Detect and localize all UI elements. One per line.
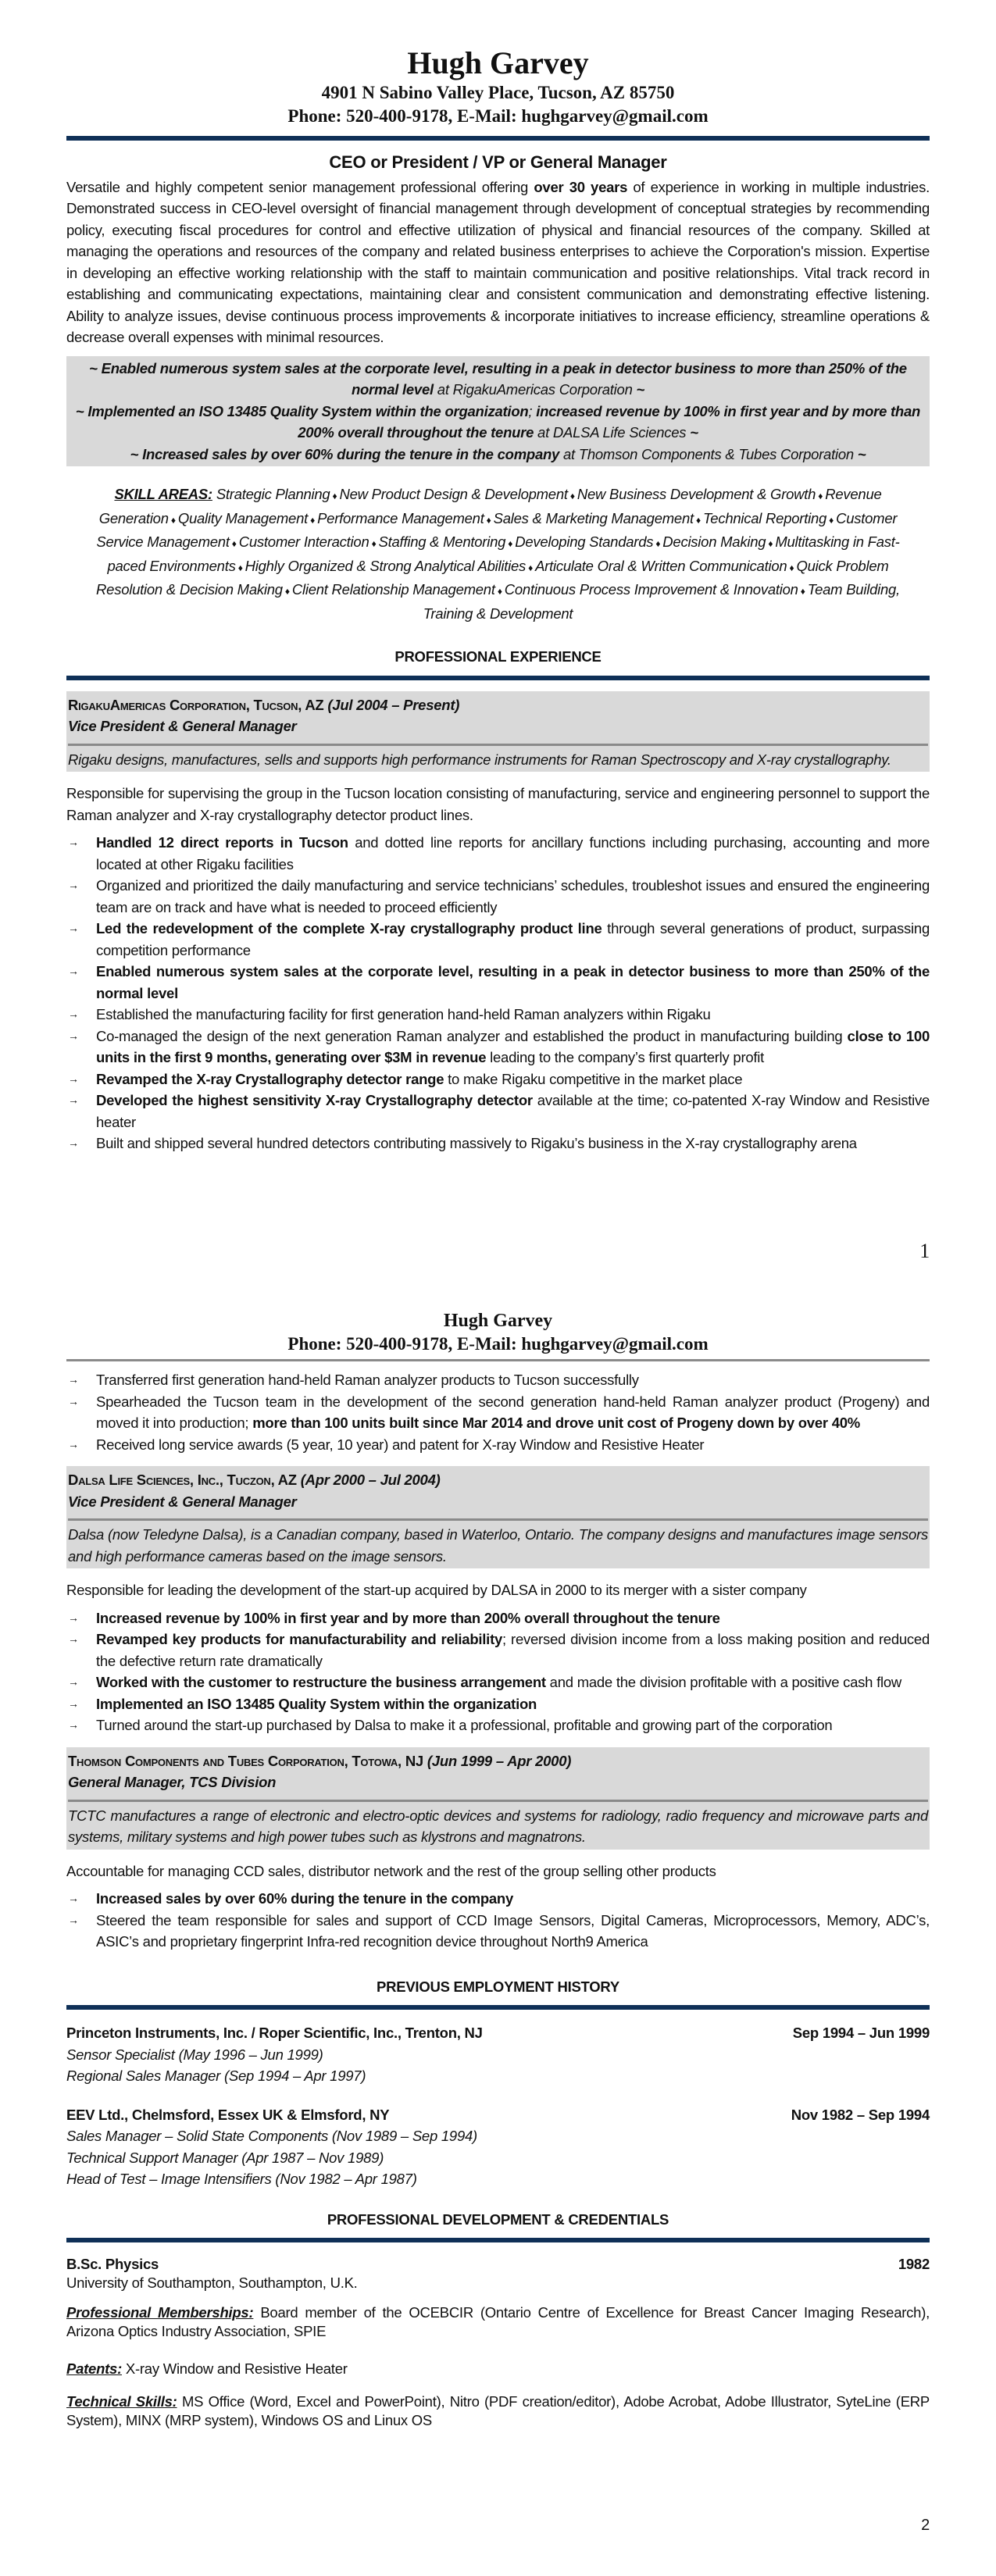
company-box bbox=[66, 691, 930, 772]
text: to make Rigaku competitive in the market place bbox=[444, 1070, 743, 1087]
arrow-bullet-icon: → bbox=[68, 1675, 79, 1688]
employer-dates: Nov 1982 – Sep 1994 bbox=[791, 2106, 930, 2123]
company-box bbox=[66, 1747, 930, 1850]
skill-item: New Product Design & Development bbox=[339, 486, 568, 502]
role-summary: Responsible for leading the development of the start-up acquired by DALSA in 2000 to its merger with a sister company bbox=[66, 1582, 807, 1598]
list-item bbox=[66, 1910, 930, 1953]
text: available at the time; co-patented X-ray Window and Resistive heater bbox=[96, 1092, 930, 1130]
page-number: 1 bbox=[919, 1240, 930, 1262]
bullet-list bbox=[66, 1888, 930, 1953]
list-item bbox=[66, 1004, 930, 1026]
section-heading-credentials: PROFESSIONAL DEVELOPMENT & CREDENTIALS bbox=[327, 2210, 669, 2228]
text: ; reversed division income from a loss making position and reduced the defective return rate dramatically bbox=[96, 1631, 930, 1669]
previous-employment bbox=[66, 2022, 930, 2190]
list-item bbox=[66, 1391, 930, 1434]
bold-text: Handled 12 direct reports in Tucson bbox=[96, 834, 348, 851]
text: ; bbox=[528, 402, 537, 419]
skill-item: Highly Organized & Strong Analytical Abilities bbox=[245, 557, 527, 574]
diamond-separator-icon: ♦ bbox=[494, 586, 505, 597]
patents bbox=[66, 2358, 930, 2380]
employment-dates: (Jul 2004 – Present) bbox=[327, 696, 460, 713]
diamond-separator-icon: ♦ bbox=[168, 514, 178, 526]
company-box bbox=[66, 1466, 930, 1568]
list-item bbox=[66, 1672, 930, 1693]
previous-employer bbox=[66, 2104, 930, 2190]
bold-text: close to 100 units in the first 9 months, generating over $3M in revenue bbox=[96, 1027, 930, 1065]
diamond-separator-icon: ♦ bbox=[787, 562, 797, 573]
bold-text: Increased revenue by 100% in first year and by more than 200% overall throughout the tenure bbox=[96, 1609, 720, 1626]
list-item bbox=[66, 1069, 930, 1090]
skill-item: Multitasking in Fast-paced Environments bbox=[107, 533, 900, 574]
text: at DALSA Life Sciences bbox=[534, 424, 691, 441]
employer-name: EEV Ltd., Chelmsford, Essex UK & Elmsford, NY bbox=[66, 2106, 390, 2123]
diamond-separator-icon: ♦ bbox=[526, 562, 536, 573]
text: Versatile and highly competent senior management professional offering bbox=[66, 178, 534, 195]
divider bbox=[68, 744, 928, 746]
patents-label: Patents: bbox=[66, 2360, 122, 2377]
skill-list bbox=[96, 486, 900, 622]
headline: CEO or President / VP or General Manager bbox=[329, 152, 667, 172]
bold-text: Enabled numerous system sales at the corporate level, resulting in a peak in detector business to more than 250% of the normal level bbox=[96, 963, 930, 1001]
memberships-text: Board member of the OCEBCIR (Ontario Centre of Excellence for Breast Cancer Imaging Research), Arizona Optics Industry Association, SPIE bbox=[66, 2304, 930, 2339]
company-line bbox=[68, 694, 928, 716]
diamond-separator-icon: ♦ bbox=[567, 491, 577, 501]
text: and made the division profitable with a positive cash flow bbox=[545, 1674, 901, 1690]
bullet-list bbox=[66, 1369, 930, 1455]
list-item bbox=[66, 1607, 930, 1629]
arrow-bullet-icon: → bbox=[68, 1394, 79, 1408]
company-name: Thomson Components and Tubes Corporation, Totowa, NJ bbox=[68, 1752, 423, 1769]
arrow-bullet-icon: → bbox=[68, 922, 79, 934]
skill-item: Developing Standards bbox=[515, 533, 654, 550]
bold-text: Implemented an ISO 13485 Quality System within the organization bbox=[96, 1695, 537, 1712]
role: Sales Manager – Solid State Components (Nov 1989 – Sep 1994) bbox=[66, 2128, 477, 2144]
skill-item: Revenue Generation bbox=[98, 486, 882, 526]
diamond-separator-icon: ♦ bbox=[484, 514, 494, 526]
section-heading-previous: PREVIOUS EMPLOYMENT HISTORY bbox=[377, 1978, 619, 1995]
arrow-bullet-icon: → bbox=[68, 1892, 79, 1904]
text: Established the manufacturing facility for first generation hand-held Raman analyzers within Rigaku bbox=[96, 1006, 711, 1022]
page-number: 2 bbox=[921, 2517, 930, 2534]
role-summary: Responsible for supervising the group in the Tucson location consisting of manufacturing, service and engineering personnel to support the Raman analyzer and X-ray crystallography detector product lines. bbox=[66, 785, 930, 823]
bold-text: ~ Increased sales by over 60% during the tenure in the company bbox=[130, 445, 560, 462]
skill-item: Articulate Oral & Written Communication bbox=[535, 557, 787, 574]
list-item bbox=[66, 1888, 930, 1910]
company-line bbox=[68, 1750, 928, 1772]
diamond-separator-icon: ♦ bbox=[235, 562, 245, 573]
list-item bbox=[66, 1090, 930, 1133]
divider bbox=[68, 1518, 928, 1521]
text: Transferred first generation hand-held Raman analyzer products to Tucson successfully bbox=[96, 1372, 639, 1388]
skill-item: Technical Reporting bbox=[702, 509, 827, 526]
skill-item: Quality Management bbox=[177, 509, 309, 526]
diamond-separator-icon: ♦ bbox=[330, 491, 340, 501]
bullet-list bbox=[66, 1607, 930, 1736]
employer-dates: Sep 1994 – Jun 1999 bbox=[792, 2025, 930, 2041]
arrow-bullet-icon: → bbox=[68, 836, 79, 848]
contact-info: Phone: 520-400-9178, E-Mail: hughgarvey@gmail.com bbox=[287, 1334, 709, 1354]
bold-text: ~ bbox=[690, 424, 698, 441]
bullet-list bbox=[66, 832, 930, 1154]
skill-item: Team Building, Training & Development bbox=[423, 581, 900, 622]
text: at Thomson Components & Tubes Corporation bbox=[559, 445, 858, 462]
list-item bbox=[66, 1714, 930, 1736]
text: and dotted line reports for ancillary functions including purchasing, accounting and more located at other Rigaku facilities bbox=[96, 834, 930, 872]
text: Received long service awards (5 year, 10 year) and patent for X-ray Window and Resistive Heater bbox=[96, 1436, 705, 1453]
employer-row bbox=[66, 2022, 930, 2044]
list-item bbox=[66, 1693, 930, 1715]
diamond-separator-icon: ♦ bbox=[282, 586, 292, 597]
bold-text: ~ Enabled numerous system sales at the corporate level, resulting in a peak in detector business to more than 250% of the normal level bbox=[89, 359, 907, 398]
highlights-box bbox=[66, 356, 930, 467]
company-description: Rigaku designs, manufactures, sells and supports high performance instruments for Raman Spectroscopy and X-ray crystallography. bbox=[68, 751, 891, 768]
degree: B.Sc. Physics bbox=[66, 2256, 159, 2272]
company-line bbox=[68, 1469, 928, 1491]
job-title: Vice President & General Manager bbox=[68, 718, 297, 734]
diamond-separator-icon: ♦ bbox=[693, 514, 703, 526]
diamond-separator-icon: ♦ bbox=[505, 538, 516, 549]
highlight bbox=[71, 358, 925, 401]
text: Steered the team responsible for sales and support of CCD Image Sensors, Digital Cameras, Microprocessors, Memory, ADC’s, ASIC’s and proprietary fingerprint Infra-red recognition device throughout North9 America bbox=[96, 1911, 930, 1950]
diamond-separator-icon: ♦ bbox=[229, 538, 239, 549]
skill-item: Decision Making bbox=[662, 533, 766, 550]
arrow-bullet-icon: → bbox=[68, 1718, 79, 1731]
diamond-separator-icon: ♦ bbox=[308, 514, 318, 526]
skill-item: Continuous Process Improvement & Innovation bbox=[504, 581, 798, 598]
arrow-bullet-icon: → bbox=[68, 1008, 79, 1020]
skill-areas bbox=[90, 483, 906, 624]
candidate-name: Hugh Garvey bbox=[443, 1311, 553, 1331]
skill-item: Performance Management bbox=[317, 509, 484, 526]
bold-text: Increased sales by over 60% during the tenure in the company bbox=[96, 1890, 514, 1907]
section-heading-experience: PROFESSIONAL EXPERIENCE bbox=[394, 648, 602, 665]
employment-dates: (Apr 2000 – Jul 2004) bbox=[300, 1472, 441, 1488]
diamond-separator-icon: ♦ bbox=[653, 538, 663, 549]
bold-text: Developed the highest sensitivity X-ray Crystallography detector bbox=[96, 1092, 533, 1108]
role: Head of Test – Image Intensifiers (Nov 1982 – Apr 1987) bbox=[66, 2171, 417, 2187]
diamond-separator-icon: ♦ bbox=[826, 514, 837, 526]
arrow-bullet-icon: → bbox=[68, 1437, 79, 1450]
arrow-bullet-icon: → bbox=[68, 1029, 79, 1042]
skill-item: Customer Interaction bbox=[238, 533, 369, 550]
divider bbox=[68, 1800, 928, 1802]
skill-item: Staffing & Mentoring bbox=[378, 533, 506, 550]
section-divider bbox=[66, 676, 930, 680]
list-item bbox=[66, 1133, 930, 1154]
text: Organized and prioritized the daily manufacturing and service technicians’ schedules, troubleshot issues and ensured the engineering team are on track and have what is needed to proceed efficiently bbox=[96, 877, 930, 915]
text: at RigakuAmericas Corporation bbox=[433, 381, 637, 398]
role: Technical Support Manager (Apr 1987 – Nov 1989) bbox=[66, 2149, 384, 2166]
degree-year: 1982 bbox=[898, 2256, 930, 2272]
job-thomson bbox=[66, 1747, 930, 1953]
text: Co-managed the design of the next generation Raman analyzer and established the product in manufacturing building bbox=[96, 1027, 848, 1044]
section-divider bbox=[66, 2238, 930, 2242]
skill-item: Customer Service Management bbox=[96, 509, 898, 550]
arrow-bullet-icon: → bbox=[68, 1136, 79, 1149]
header-divider bbox=[66, 136, 930, 141]
company-name: Dalsa Life Sciences, Inc., Tuczon, AZ bbox=[68, 1472, 297, 1488]
list-item bbox=[66, 875, 930, 918]
skill-areas-label: SKILL AREAS: bbox=[114, 486, 212, 502]
company-name: RigakuAmericas Corporation, Tucson, AZ bbox=[68, 696, 324, 713]
company-description: Dalsa (now Teledyne Dalsa), is a Canadian company, based in Waterloo, Ontario. The company designs and manufactures image sensors and high performance cameras based on the image sensors. bbox=[68, 1526, 928, 1565]
diamond-separator-icon: ♦ bbox=[766, 538, 776, 549]
summary bbox=[66, 177, 930, 348]
list-item bbox=[66, 832, 930, 875]
job-rigaku bbox=[66, 691, 930, 1154]
bold-text: over 30 years bbox=[534, 178, 628, 195]
memberships-label: Professional Memberships: bbox=[66, 2304, 254, 2321]
job-title: Vice President & General Manager bbox=[68, 1493, 297, 1510]
resume-page-2 bbox=[0, 1281, 996, 2576]
list-item bbox=[66, 1026, 930, 1069]
diamond-separator-icon: ♦ bbox=[369, 538, 379, 549]
arrow-bullet-icon: → bbox=[68, 1632, 79, 1645]
highlight bbox=[71, 444, 925, 466]
role: Sensor Specialist (May 1996 – Jun 1999) bbox=[66, 2046, 323, 2063]
bold-text: ~ Implemented an ISO 13485 Quality System within the organization bbox=[75, 402, 529, 419]
job-title: General Manager, TCS Division bbox=[68, 1774, 277, 1790]
skill-item: Client Relationship Management bbox=[291, 581, 495, 598]
list-item bbox=[66, 961, 930, 1004]
school: University of Southampton, Southampton, U.K. bbox=[66, 2275, 358, 2291]
memberships bbox=[66, 2303, 930, 2341]
patents-text: X-ray Window and Resistive Heater bbox=[122, 2360, 348, 2377]
list-item bbox=[66, 1629, 930, 1672]
bold-text: ~ bbox=[857, 445, 866, 462]
skill-item: Quick Problem Resolution & Decision Making bbox=[96, 557, 889, 598]
technical-skills-label: Technical Skills: bbox=[66, 2392, 177, 2410]
employment-dates: (Jun 1999 – Apr 2000) bbox=[427, 1752, 572, 1769]
diamond-separator-icon: ♦ bbox=[798, 586, 808, 597]
address: 4901 N Sabino Valley Place, Tucson, AZ 85750 bbox=[321, 83, 675, 102]
list-item bbox=[66, 918, 930, 961]
arrow-bullet-icon: → bbox=[68, 879, 79, 891]
diamond-separator-icon: ♦ bbox=[816, 491, 826, 501]
arrow-bullet-icon: → bbox=[68, 1072, 79, 1085]
technical-skills bbox=[66, 2392, 930, 2430]
education bbox=[66, 2255, 930, 2274]
employer-name: Princeton Instruments, Inc. / Roper Scientific, Inc., Trenton, NJ bbox=[66, 2025, 483, 2041]
header-divider bbox=[66, 1359, 930, 1361]
bold-text: increased revenue by 100% in first year and by more than 200% overall throughout the tenure bbox=[298, 402, 921, 441]
previous-employer bbox=[66, 2022, 930, 2087]
skill-item: Sales & Marketing Management bbox=[493, 509, 694, 526]
skill-item: New Business Development & Growth bbox=[577, 486, 816, 502]
role-summary: Accountable for managing CCD sales, distributor network and the rest of the group selling other products bbox=[66, 1862, 716, 1879]
arrow-bullet-icon: → bbox=[68, 1697, 79, 1710]
contact-info: Phone: 520-400-9178, E-Mail: hughgarvey@gmail.com bbox=[287, 106, 709, 126]
job-dalsa bbox=[66, 1466, 930, 1736]
text: Spearheaded the Tucson team in the development of the second generation hand-held Raman analyzer product (Progeny) and moved it into production; bbox=[96, 1393, 930, 1431]
text: leading to the company’s first quarterly profit bbox=[486, 1049, 765, 1065]
company-description: TCTC manufactures a range of electronic and electro-optic devices and systems for radiology, radio frequency and microwave parts and systems, military systems and high power tubes such as klystrons and magnatrons. bbox=[68, 1807, 928, 1845]
bold-text: Revamped key products for manufacturability and reliability bbox=[96, 1631, 503, 1647]
bold-text: Worked with the customer to restructure the business arrangement bbox=[96, 1674, 546, 1690]
bold-text: ~ bbox=[636, 381, 645, 398]
candidate-name: Hugh Garvey bbox=[407, 45, 589, 80]
text: of experience in working in multiple industries. Demonstrated success in CEO-level oversight of financial management through development of conceptual strategies by recommending policy, executing fiscal procedures for control and effective utilization of physical and financial resources of the company. Skilled at managing the operations and resources of the company and related business enterprises to achieve the Corporation's mission. Expertise in developing an effective working relationship with the staff to maintain communication and positive relationships. Vital track record in establishing and communicating expectations, maintaining clear and consistent communication and demonstrating effective listening. Ability to analyze issues, devise continuous process improvements & incorporate initiatives to increase efficiency, streamline operations & decrease overall expenses with minimal resources. bbox=[66, 178, 930, 345]
bold-text: Led the redevelopment of the complete X-ray crystallography product line bbox=[96, 920, 602, 937]
text: Turned around the start-up purchased by Dalsa to make it a professional, profitable and growing part of the corporation bbox=[96, 1717, 833, 1733]
arrow-bullet-icon: → bbox=[68, 1611, 79, 1624]
resume-page-1 bbox=[0, 0, 996, 1281]
skill-item: Strategic Planning bbox=[216, 486, 330, 502]
role: Regional Sales Manager (Sep 1994 – Apr 1997) bbox=[66, 2068, 366, 2084]
employer-row bbox=[66, 2104, 930, 2126]
list-item bbox=[66, 1434, 930, 1456]
section-divider bbox=[66, 2005, 930, 2010]
bold-text: more than 100 units built since Mar 2014 and drove unit cost of Progeny down by over 40% bbox=[252, 1415, 861, 1431]
text: Built and shipped several hundred detectors contributing massively to Rigaku’s business in the X-ray crystallography arena bbox=[96, 1135, 857, 1151]
arrow-bullet-icon: → bbox=[68, 1094, 79, 1106]
bold-text: Revamped the X-ray Crystallography detector range bbox=[96, 1070, 444, 1087]
arrow-bullet-icon: → bbox=[68, 1373, 79, 1386]
arrow-bullet-icon: → bbox=[68, 965, 79, 977]
list-item bbox=[66, 1369, 930, 1391]
highlight bbox=[71, 401, 925, 444]
arrow-bullet-icon: → bbox=[68, 1913, 79, 1926]
technical-skills-text: MS Office (Word, Excel and PowerPoint), Nitro (PDF creation/editor), Adobe Acrobat, Adobe Illustrator, SyteLine (ERP System), MINX (MRP system), Windows OS and Linux OS bbox=[66, 2392, 930, 2428]
text: through several generations of product, surpassing competition performance bbox=[96, 920, 930, 958]
